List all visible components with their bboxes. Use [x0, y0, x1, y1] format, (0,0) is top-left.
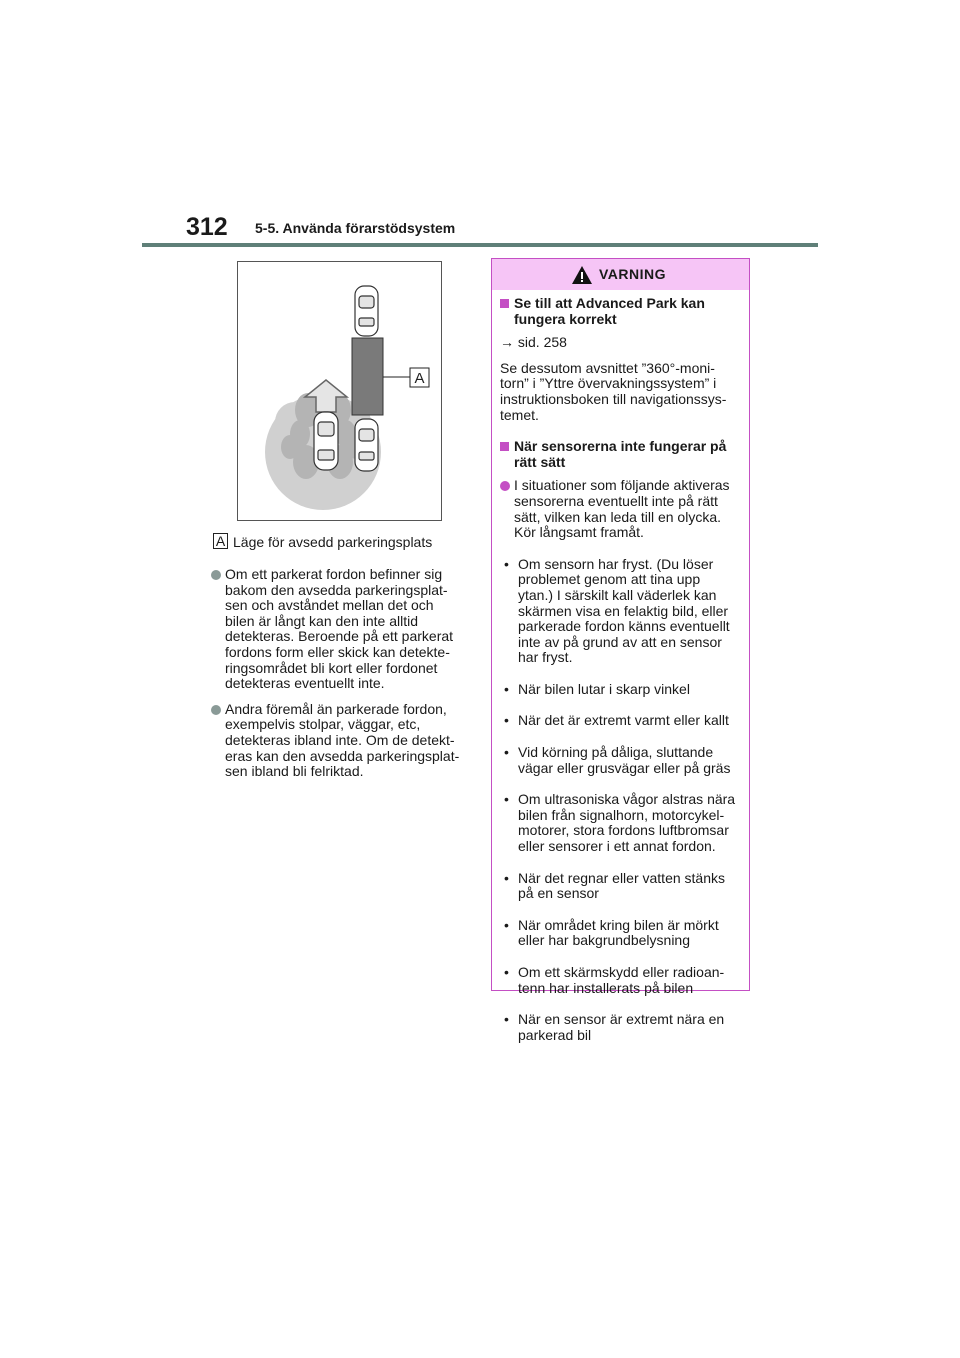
caption-label-a: A: [213, 533, 228, 549]
circle-bullet-icon: [211, 705, 221, 715]
list-item: [500, 965, 737, 996]
parking-diagram-svg: [238, 262, 441, 520]
header-rule: [142, 243, 818, 247]
figure-caption: Läge för avsedd parkeringsplats: [233, 534, 433, 550]
bullet-dot-icon: •: [504, 712, 509, 729]
warning-body: [492, 290, 749, 1043]
list-item-text: När en sensor är extremt nära en parkerad bil: [518, 1011, 725, 1043]
page-reference-text: sid. 258: [517, 334, 567, 351]
warning-section-1-heading: [500, 296, 737, 327]
parked-car-right: [355, 419, 378, 471]
target-parking-space: [352, 338, 383, 415]
list-item: [500, 745, 737, 776]
warning-section-2-intro-text: I situationer som följande aktiveras sensorerna eventuellt inte på rätt sätt, vilken kan leda till en olycka. Kör långsamt framåt.: [514, 477, 730, 541]
list-item: [500, 557, 737, 666]
warning-title: VARNING: [599, 266, 667, 282]
list-item-text: När området kring bilen är mörkt eller har bakgrundbelysning: [518, 916, 719, 949]
bullet-dot-icon: •: [504, 555, 509, 572]
left-paragraph-1-text: Om ett parkerat fordon befinner sig bakom den avsedda parkeringsplat-sen och avståndet mellan det och bilen är långt kan den inte alltid detekteras. Beroende på ett parkerat fordons form eller skick kan detekte-ringsområdet bli kort eller fordonet detekteras eventuellt inte.: [225, 566, 454, 692]
list-item-text: Om ultrasoniska vågor alstras nära bilen från signalhorn, motorcykel-motorer, stora fordons luftbromsar eller sensorer i ett annat fordon.: [518, 791, 736, 855]
list-item-text: När bilen lutar i skarp vinkel: [518, 680, 690, 697]
warning-header: [492, 259, 749, 290]
list-item-text: Vid körning på dåliga, sluttande vägar eller grusvägar eller på gräs: [518, 744, 731, 776]
list-item: [500, 682, 737, 698]
bullet-dot-icon: •: [504, 1011, 509, 1028]
circle-bullet-icon: [211, 570, 221, 580]
list-item-text: När det är extremt varmt eller kallt: [518, 712, 729, 729]
warning-section-2-heading-text: När sensorerna inte fungerar på rätt sätt: [514, 438, 727, 470]
list-item-text: Om ett skärmskydd eller radioan-tenn har installerats på bilen: [518, 964, 725, 996]
warning-section-2-heading: [500, 439, 737, 470]
warning-box: [491, 258, 750, 1043]
bullet-dot-icon: •: [504, 964, 509, 980]
bullet-dot-icon: •: [504, 744, 509, 761]
square-bullet-icon: [500, 299, 509, 308]
parking-illustration: [237, 261, 442, 521]
warning-triangle-icon: [571, 265, 593, 285]
list-item-text: När det regnar eller vatten stänks på en sensor: [518, 869, 725, 902]
page-number: 312: [186, 213, 228, 241]
list-item: [500, 792, 737, 854]
list-item: [500, 713, 737, 729]
parked-car-front: [355, 286, 378, 336]
left-column: [211, 567, 466, 790]
bullet-dot-icon: •: [504, 680, 509, 697]
warning-section-1-heading-text: Se till att Advanced Park kan fungera korrekt: [514, 295, 705, 327]
callout-a-label: A: [414, 370, 425, 387]
square-bullet-icon: [500, 442, 509, 451]
bullet-dot-icon: •: [504, 916, 509, 933]
list-item: [500, 871, 737, 902]
list-item-text: Om sensorn har fryst. (Du löser problemet genom att tina upp ytan.) I särskilt kall väderlek kan skärmen visa en felaktig bild, eller parkerade fordon känns eventuellt inte av på grund av att en sensor har fryst.: [518, 555, 730, 666]
left-paragraph-2-text: Andra föremål än parkerade fordon, exempelvis stolpar, väggar, etc, detekteras ibland inte. Om de detekt-eras kan den avsedda parkeringsplat-sen ibland bli felriktad.: [225, 700, 460, 780]
warning-section-1-text: Se dessutom avsnittet ”360°-moni-torn” i ”Yttre övervakningssystem” i instruktionsboken till navigationssys-temet.: [500, 359, 727, 423]
left-paragraph-1: [211, 567, 466, 692]
circle-bullet-icon: [500, 481, 510, 491]
bullet-dot-icon: •: [504, 869, 509, 886]
list-item: [500, 1012, 737, 1043]
arrow-right-icon: →: [500, 334, 518, 351]
warning-section-2-intro: [500, 478, 737, 540]
list-item: [500, 918, 737, 949]
page-reference: [500, 335, 737, 351]
own-car: [314, 412, 338, 470]
section-title: 5-5. Använda förarstödsystem: [255, 220, 456, 236]
bullet-dot-icon: •: [504, 791, 509, 808]
left-paragraph-2: [211, 702, 466, 780]
